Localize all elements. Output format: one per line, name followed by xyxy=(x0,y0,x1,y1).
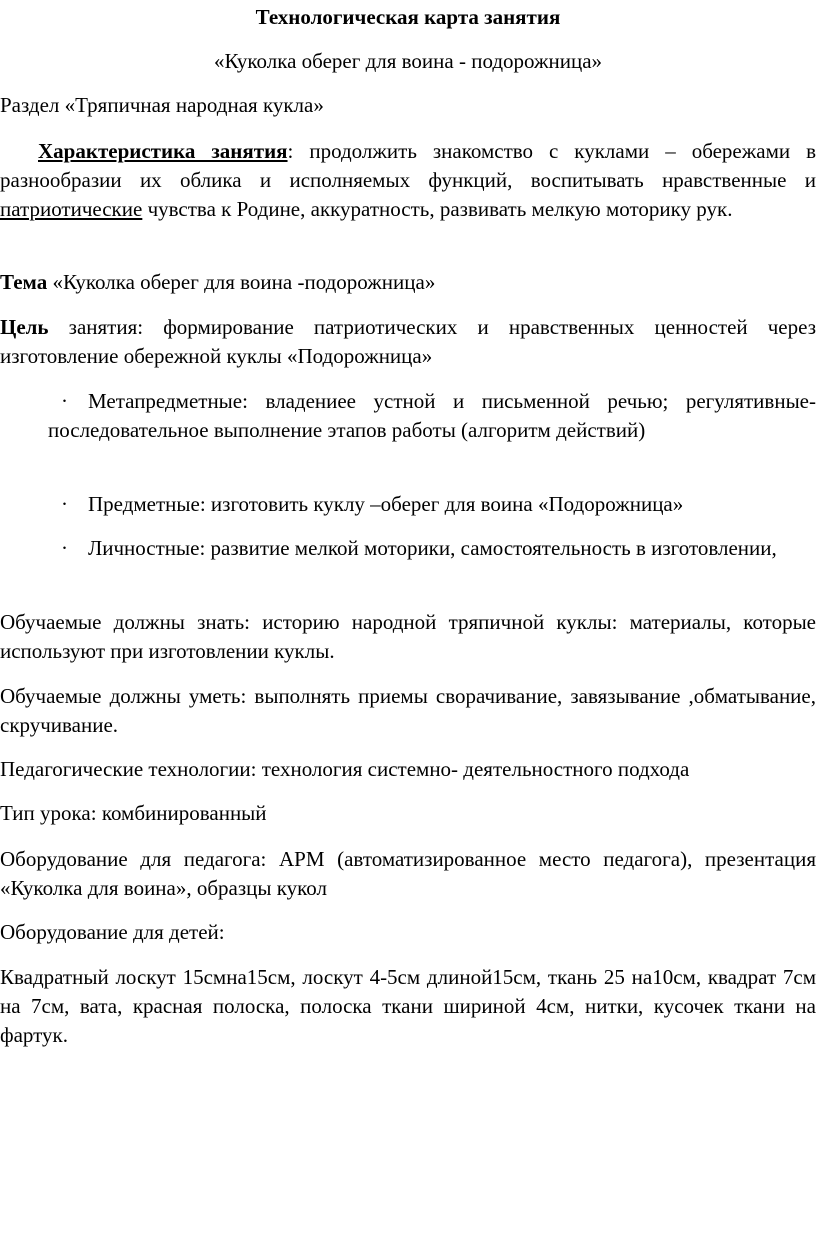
theme-label: Тема xyxy=(0,270,48,294)
characteristic-label: Характеристика занятия xyxy=(38,139,288,163)
characteristic-text-2: чувства к Родине, аккуратность, развивать мелкую моторику рук. xyxy=(142,197,733,221)
materials-paragraph: Квадратный лоскут 15смна15см, лоскут 4-5см длиной15см, ткань 25 на10см, квадрат 7см на 7см, вата, красная полоска, полоска ткани шириной 4см, нитки, кусочек ткани на фартук. xyxy=(0,965,816,1047)
result-personal: Личностные: развитие мелкой моторики, самостоятельность в изготовлении, xyxy=(88,536,777,560)
characteristic-underlined: патриотические xyxy=(0,197,143,221)
document-title: Технологическая карта занятия xyxy=(255,5,561,29)
goal-label: Цель xyxy=(0,315,49,339)
characteristic-colon: : xyxy=(287,139,294,163)
bullet-mark: · xyxy=(61,492,68,516)
theme-paragraph xyxy=(0,268,816,297)
goal-text: занятия: формирование патриотических и нравственных ценностей через изготовление обережной куклы «Подорожница» xyxy=(0,315,816,368)
children-equipment-heading: Оборудование для детей: xyxy=(0,920,225,944)
characteristic-paragraph xyxy=(0,137,816,224)
teacher-equipment-paragraph: Оборудование для педагога: АРМ (автоматизированное место педагога), презентация «Куколка для воина», образцы кукол xyxy=(0,847,816,900)
bullet-mark: · xyxy=(61,389,68,413)
document-subtitle: «Куколка оберег для воина - подорожница» xyxy=(213,49,603,73)
section-heading: Раздел «Тряпичная народная кукла» xyxy=(0,93,324,117)
must-know-paragraph: Обучаемые должны знать: историю народной тряпичной куклы: материалы, которые используют при изготовлении куклы. xyxy=(0,610,816,663)
technologies-paragraph: Педагогические технологии: технология системно- деятельностного подхода xyxy=(0,757,690,781)
goal-paragraph xyxy=(0,313,816,371)
characteristic-text-1: продолжить знакомство с куклами – обережами в разнообразии их облика и исполняемых функций, воспитывать нравственные и xyxy=(0,139,816,192)
bullet-mark: · xyxy=(61,536,68,560)
lesson-type-paragraph: Тип урока: комбинированный xyxy=(0,801,267,825)
theme-text: «Куколка оберег для воина -подорожница» xyxy=(47,270,436,294)
result-subject: Предметные: изготовить куклу –оберег для воина «Подорожница» xyxy=(88,492,684,516)
result-metasubject: Метапредметные: владениее устной и письменной речью; регулятивные-последовательное выполнение этапов работы (алгоритм действий) xyxy=(48,389,816,442)
must-do-paragraph: Обучаемые должны уметь: выполнять приемы сворачивание, завязывание ,обматывание, скручивание. xyxy=(0,684,816,737)
